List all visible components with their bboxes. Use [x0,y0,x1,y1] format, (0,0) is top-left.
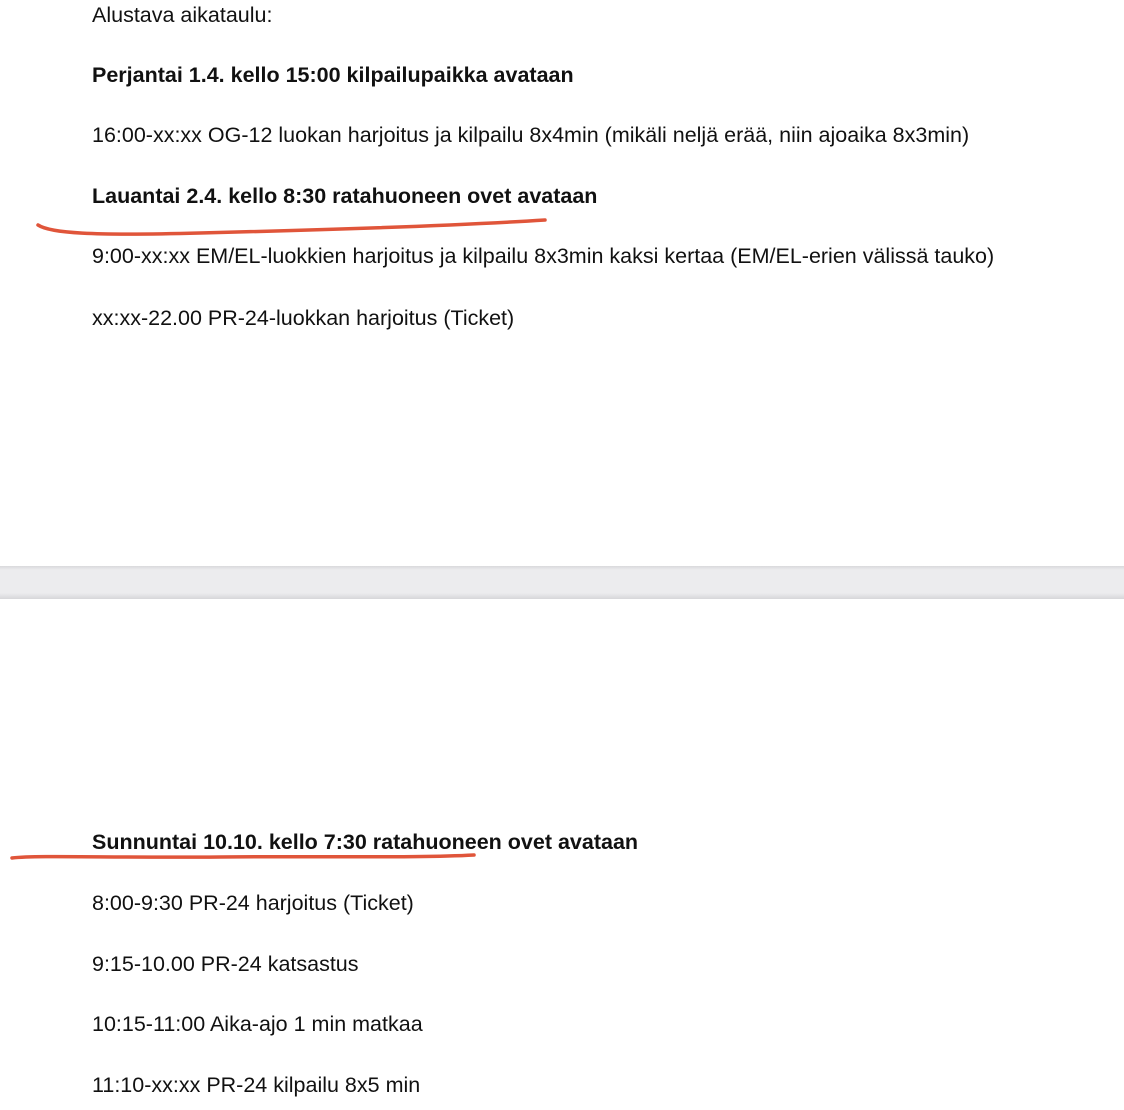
page-separator [0,566,1124,599]
intro-text: Alustava aikataulu: [92,3,273,27]
sunday-item: 9:15-10.00 PR-24 katsastus [92,952,359,976]
saturday-heading: Lauantai 2.4. kello 8:30 ratahuoneen ovet avataan [92,184,598,208]
saturday-item: xx:xx-22.00 PR-24-luokkan harjoitus (Ticket) [92,306,515,330]
friday-heading: Perjantai 1.4. kello 15:00 kilpailupaikka avataan [92,63,574,87]
sunday-item: 10:15-11:00 Aika-ajo 1 min matkaa [92,1012,423,1036]
saturday-item: 9:00-xx:xx EM/EL-luokkien harjoitus ja kilpailu 8x3min kaksi kertaa (EM/EL-erien välissä tauko) [92,244,995,268]
document-page-2 [0,599,1124,1110]
sunday-item: 11:10-xx:xx PR-24 kilpailu 8x5 min [92,1073,421,1097]
sunday-item: 8:00-9:30 PR-24 harjoitus (Ticket) [92,891,414,915]
sunday-heading: Sunnuntai 10.10. kello 7:30 ratahuoneen ovet avataan [92,830,639,854]
friday-item: 16:00-xx:xx OG-12 luokan harjoitus ja kilpailu 8x4min (mikäli neljä erää, niin ajoaika 8x3min) [92,123,970,147]
